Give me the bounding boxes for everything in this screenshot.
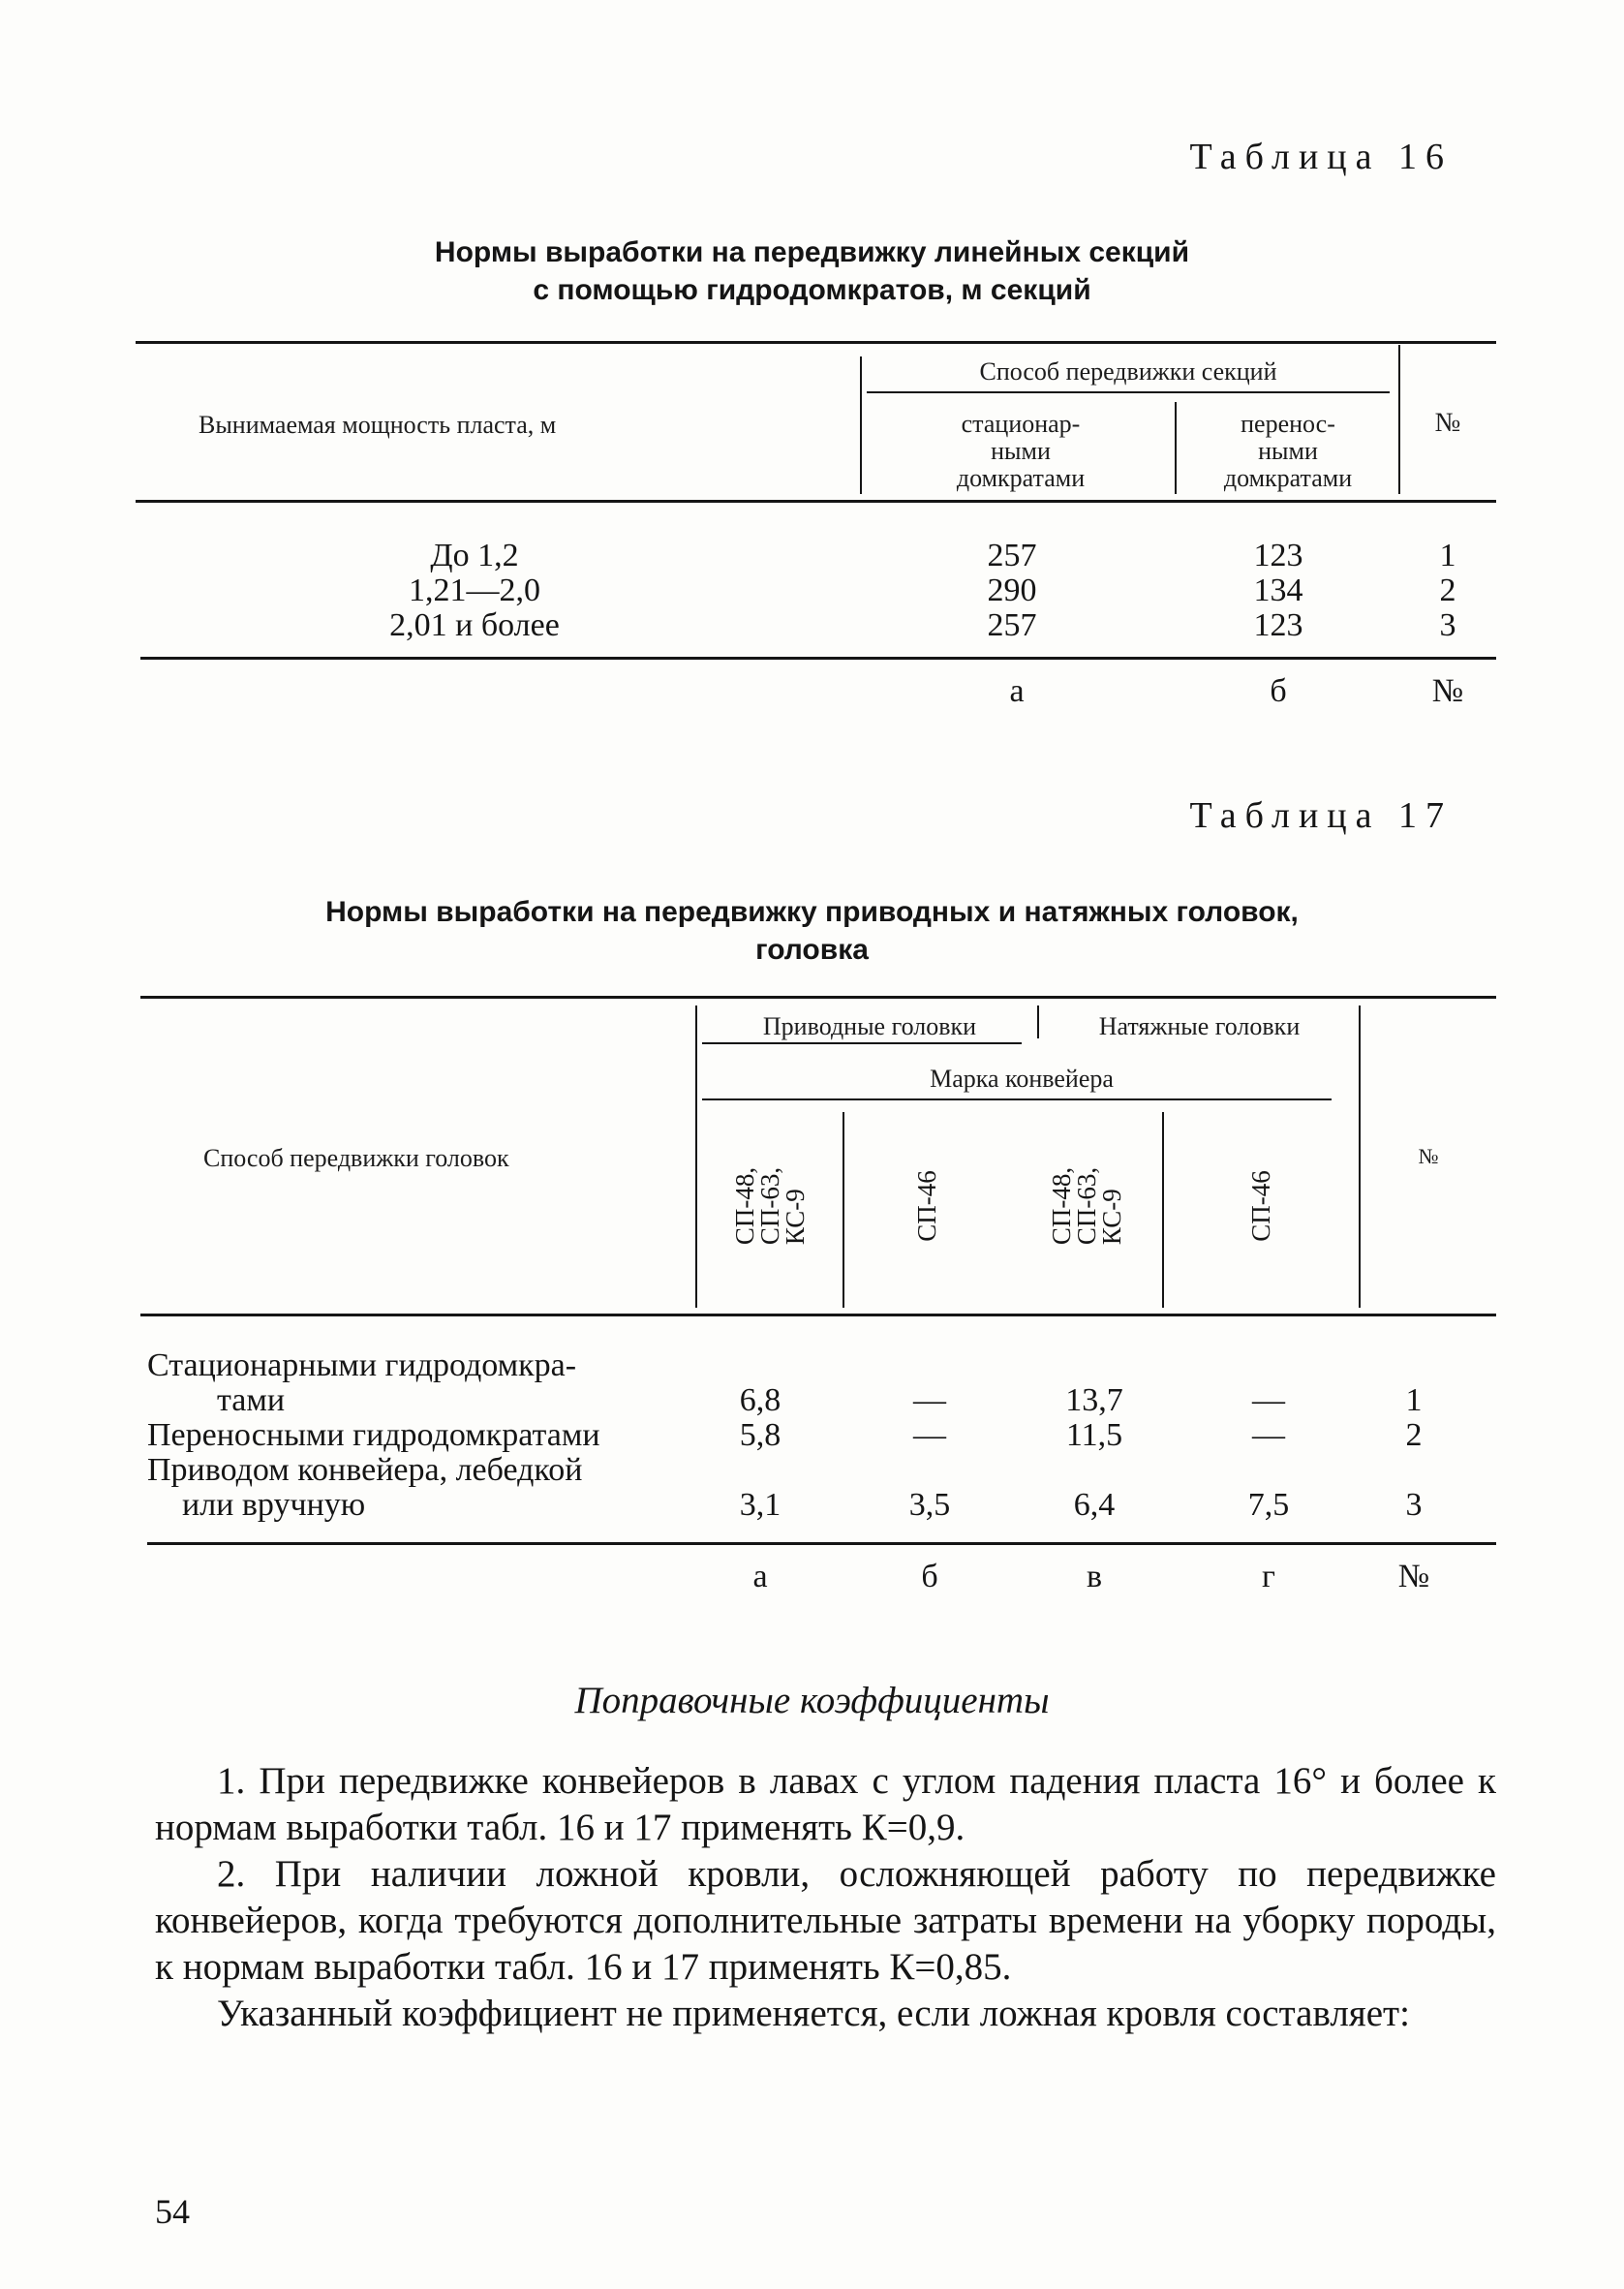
table-17-row1-a: 6,8 bbox=[739, 1382, 781, 1418]
table-16-row3-a: 257 bbox=[987, 607, 1037, 643]
table-16-num-header: № bbox=[1434, 408, 1461, 438]
table-17-row3-b: 3,5 bbox=[908, 1487, 951, 1523]
correction-item-1: 1. При передвижке конвейеров в лавах с углом падения пласта 16° и более к нормам выработки табл. 16 и 17 применять К=0,9. bbox=[155, 1760, 1496, 1848]
table-17-label: Таблица 17 bbox=[1189, 795, 1453, 836]
table-17-group2-header: Натяжные головки bbox=[1098, 1012, 1301, 1040]
table-16-col-b-line1: перенос- bbox=[1241, 410, 1335, 438]
correction-item-2: 2. При наличии ложной кровли, осложняющей работу по передвижке конвейеров, когда требуются дополнительные затраты времени на уборку породы, к нормам выработки табл. 16 и 17 применять К=0,85. bbox=[155, 1853, 1496, 1988]
table-16-row2-a: 290 bbox=[987, 572, 1037, 608]
table-17-footer-d: г bbox=[1262, 1559, 1275, 1594]
table-17-row2-b: — bbox=[913, 1417, 946, 1453]
table-16-label: Таблица 16 bbox=[1189, 137, 1453, 177]
table-17-row2-num: 2 bbox=[1405, 1417, 1423, 1453]
table-17-col-c-header bbox=[1012, 1104, 1162, 1308]
table-17-row1-d: — bbox=[1252, 1382, 1285, 1418]
table-16-divider-3 bbox=[1398, 345, 1400, 494]
table-16-row2-b: 134 bbox=[1253, 572, 1303, 608]
table-17-col-a-label: СП-48, СП-63, КС-9 bbox=[730, 1166, 810, 1246]
table-16-col-b-line2: ными bbox=[1258, 437, 1318, 465]
table-17-divider-num bbox=[1359, 1005, 1361, 1308]
table-17-row1-label bbox=[147, 1348, 689, 1418]
table-16-col-a-header bbox=[867, 411, 1175, 492]
table-17-title-line2: головка bbox=[755, 934, 869, 966]
table-17-subgroup-header: Марка конвейера bbox=[930, 1065, 1114, 1093]
table-16-footer-num: № bbox=[1431, 673, 1464, 709]
table-17-row2-a: 5,8 bbox=[739, 1417, 781, 1453]
table-17-row3-label bbox=[147, 1453, 689, 1523]
table-17-row1-label-line2: тами bbox=[217, 1382, 286, 1418]
table-17-row3-num: 3 bbox=[1405, 1487, 1423, 1523]
table-17-divider-groups bbox=[1037, 1005, 1039, 1038]
table-17-subgroup-rule bbox=[702, 1098, 1332, 1100]
table-17-footer-a: а bbox=[752, 1559, 768, 1594]
table-16-row1-b: 123 bbox=[1253, 538, 1303, 573]
table-17-title bbox=[0, 893, 1624, 969]
table-16-group-header: Способ передвижки секций bbox=[979, 357, 1277, 386]
table-16-row2-label: 1,21—2,0 bbox=[409, 572, 540, 608]
table-17-col-b-label: СП-46 bbox=[912, 1170, 941, 1242]
table-17-num-header: № bbox=[1418, 1144, 1439, 1168]
page-number: 54 bbox=[155, 2192, 190, 2231]
table-16-row3-num: 3 bbox=[1439, 607, 1456, 643]
table-17-footer-num: № bbox=[1397, 1559, 1430, 1594]
table-17-row1-b: — bbox=[913, 1382, 946, 1418]
table-16-col-b-header bbox=[1178, 411, 1398, 492]
table-17-footer-c: в bbox=[1086, 1559, 1103, 1594]
table-16-title-line2: с помощью гидродомкратов, м секций bbox=[533, 274, 1091, 306]
table-16-row3-label: 2,01 и более bbox=[389, 607, 560, 643]
table-17-row2-c: 11,5 bbox=[1065, 1417, 1123, 1453]
table-17-header-rule bbox=[140, 1314, 1496, 1316]
table-17-top-rule bbox=[140, 996, 1496, 999]
table-17-row2-label: Переносными гидродомкратами bbox=[147, 1417, 600, 1453]
table-17-group1-header: Приводные головки bbox=[762, 1012, 977, 1040]
table-16-divider-1 bbox=[860, 356, 862, 494]
table-17-row1-c: 13,7 bbox=[1065, 1382, 1123, 1418]
table-17-footer-b: б bbox=[921, 1559, 938, 1594]
table-17-col-d-label: СП-46 bbox=[1246, 1170, 1275, 1242]
table-16-row2-num: 2 bbox=[1439, 572, 1456, 608]
table-17-row1-label-line1: Стационарными гидродомкра- bbox=[147, 1347, 577, 1383]
table-16-header-rule bbox=[136, 500, 1496, 503]
table-17-row-header: Способ передвижки головок bbox=[203, 1144, 509, 1172]
table-17-row3-d: 7,5 bbox=[1247, 1487, 1290, 1523]
correction-item-3: Указанный коэффициент не применяется, если ложная кровля составляет: bbox=[217, 1993, 1410, 2034]
table-17 bbox=[0, 969, 1624, 1627]
table-17-col-c-label: СП-48, СП-63, КС-9 bbox=[1047, 1166, 1127, 1246]
table-17-col-b-header bbox=[844, 1104, 1009, 1308]
corrections-body bbox=[155, 1758, 1496, 2037]
table-16 bbox=[0, 0, 1624, 736]
corrections-heading: Поправочные коэффициенты bbox=[574, 1680, 1050, 1721]
table-16-row-header: Вынимаемая мощность пласта, м bbox=[199, 411, 557, 439]
table-16-row1-num: 1 bbox=[1439, 538, 1456, 573]
table-16-bottom-rule bbox=[140, 657, 1496, 660]
table-17-row1-num: 1 bbox=[1405, 1382, 1423, 1418]
table-16-col-a-line3: домкратами bbox=[956, 464, 1086, 492]
table-17-title-line1: Нормы выработки на передвижку приводных и натяжных головок, bbox=[325, 896, 1299, 928]
table-17-col-a-header bbox=[697, 1104, 843, 1308]
table-16-group-rule bbox=[867, 391, 1390, 393]
table-16-row1-label: До 1,2 bbox=[430, 538, 519, 573]
table-17-row3-label-line1: Приводом конвейера, лебедкой bbox=[147, 1452, 583, 1488]
table-17-col-d-header bbox=[1164, 1104, 1358, 1308]
table-16-divider-2 bbox=[1175, 402, 1177, 494]
table-17-row3-label-line2: или вручную bbox=[182, 1487, 366, 1523]
table-16-row1-a: 257 bbox=[987, 538, 1037, 573]
table-16-top-rule bbox=[136, 341, 1496, 344]
table-17-row3-a: 3,1 bbox=[739, 1487, 781, 1523]
table-17-group1-rule bbox=[702, 1042, 1022, 1044]
table-16-footer-a: а bbox=[1009, 673, 1025, 709]
table-17-row2-d: — bbox=[1252, 1417, 1285, 1453]
table-16-title-line1: Нормы выработки на передвижку линейных секций bbox=[434, 236, 1190, 268]
table-16-footer-b: б bbox=[1270, 673, 1287, 709]
table-16-col-a-line2: ными bbox=[991, 437, 1051, 465]
table-16-col-a-line1: стационар- bbox=[961, 410, 1081, 438]
table-16-row3-b: 123 bbox=[1253, 607, 1303, 643]
table-17-bottom-rule bbox=[147, 1542, 1496, 1545]
table-16-col-b-line3: домкратами bbox=[1223, 464, 1353, 492]
table-17-row3-c: 6,4 bbox=[1073, 1487, 1116, 1523]
